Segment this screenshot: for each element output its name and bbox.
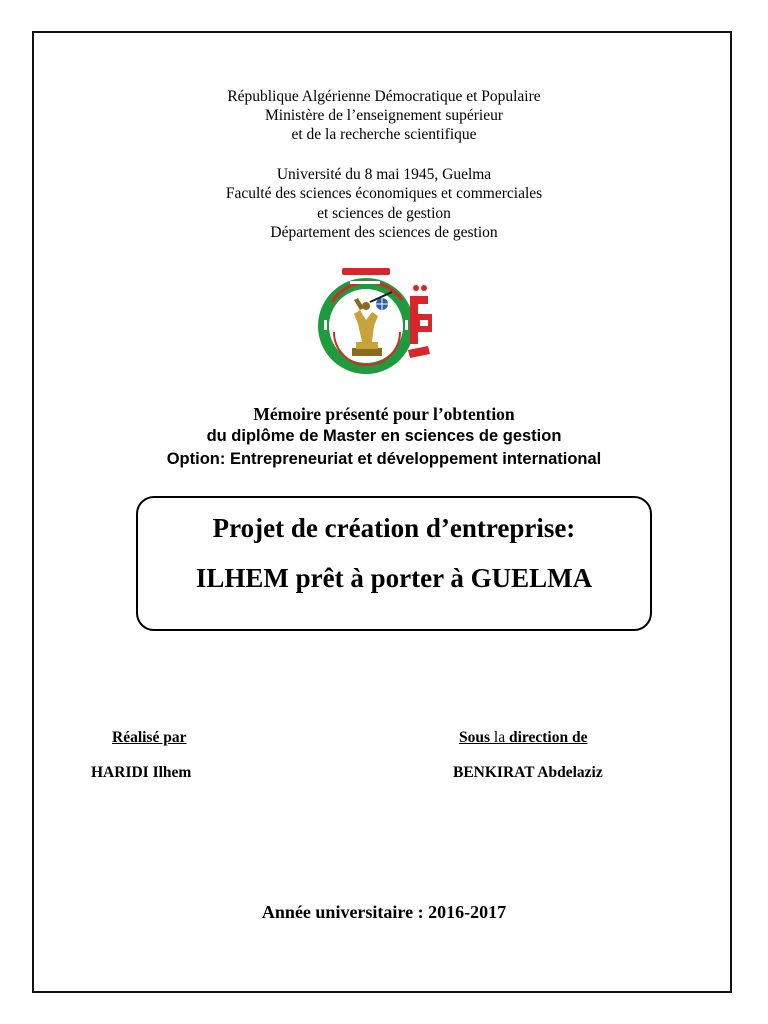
thesis-line-2: du diplôme de Master en sciences de gestion xyxy=(206,427,562,445)
university-line: Université du 8 mai 1945, Guelma xyxy=(276,166,492,183)
supervisor-heading-part-a: Sous xyxy=(459,729,491,746)
thesis-line-1: Mémoire présenté pour l’obtention xyxy=(253,404,515,424)
faculty-line: Faculté des sciences économiques et commerciales xyxy=(225,185,543,202)
project-title-box xyxy=(136,496,652,631)
project-title-line-1: Projet de création d’entreprise: xyxy=(212,513,576,543)
ministry-cont-line: et de la recherche scientifique xyxy=(291,126,477,143)
supervisor-name: BENKIRAT Abdelaziz xyxy=(453,764,603,781)
academic-year: Année universitaire : 2016-2017 xyxy=(261,902,507,922)
university-emblem-icon xyxy=(310,262,442,376)
project-title-line-2: ILHEM prêt à porter à GUELMA xyxy=(195,563,593,593)
republic-line: République Algérienne Démocratique et Populaire xyxy=(227,88,541,105)
thesis-option: Option: Entrepreneuriat et développement international xyxy=(166,450,602,468)
ministry-line: Ministère de l’enseignement supérieur xyxy=(264,107,504,124)
author-name: HARIDI Ilhem xyxy=(91,764,192,781)
supervisor-heading-part-b: la xyxy=(490,729,509,746)
supervisor-heading-part-c: direction de xyxy=(508,729,588,746)
supervisor-heading xyxy=(459,730,587,746)
faculty-cont-line: et sciences de gestion xyxy=(317,205,451,222)
department-line: Département des sciences de gestion xyxy=(270,224,498,241)
author-heading: Réalisé par xyxy=(112,729,187,746)
